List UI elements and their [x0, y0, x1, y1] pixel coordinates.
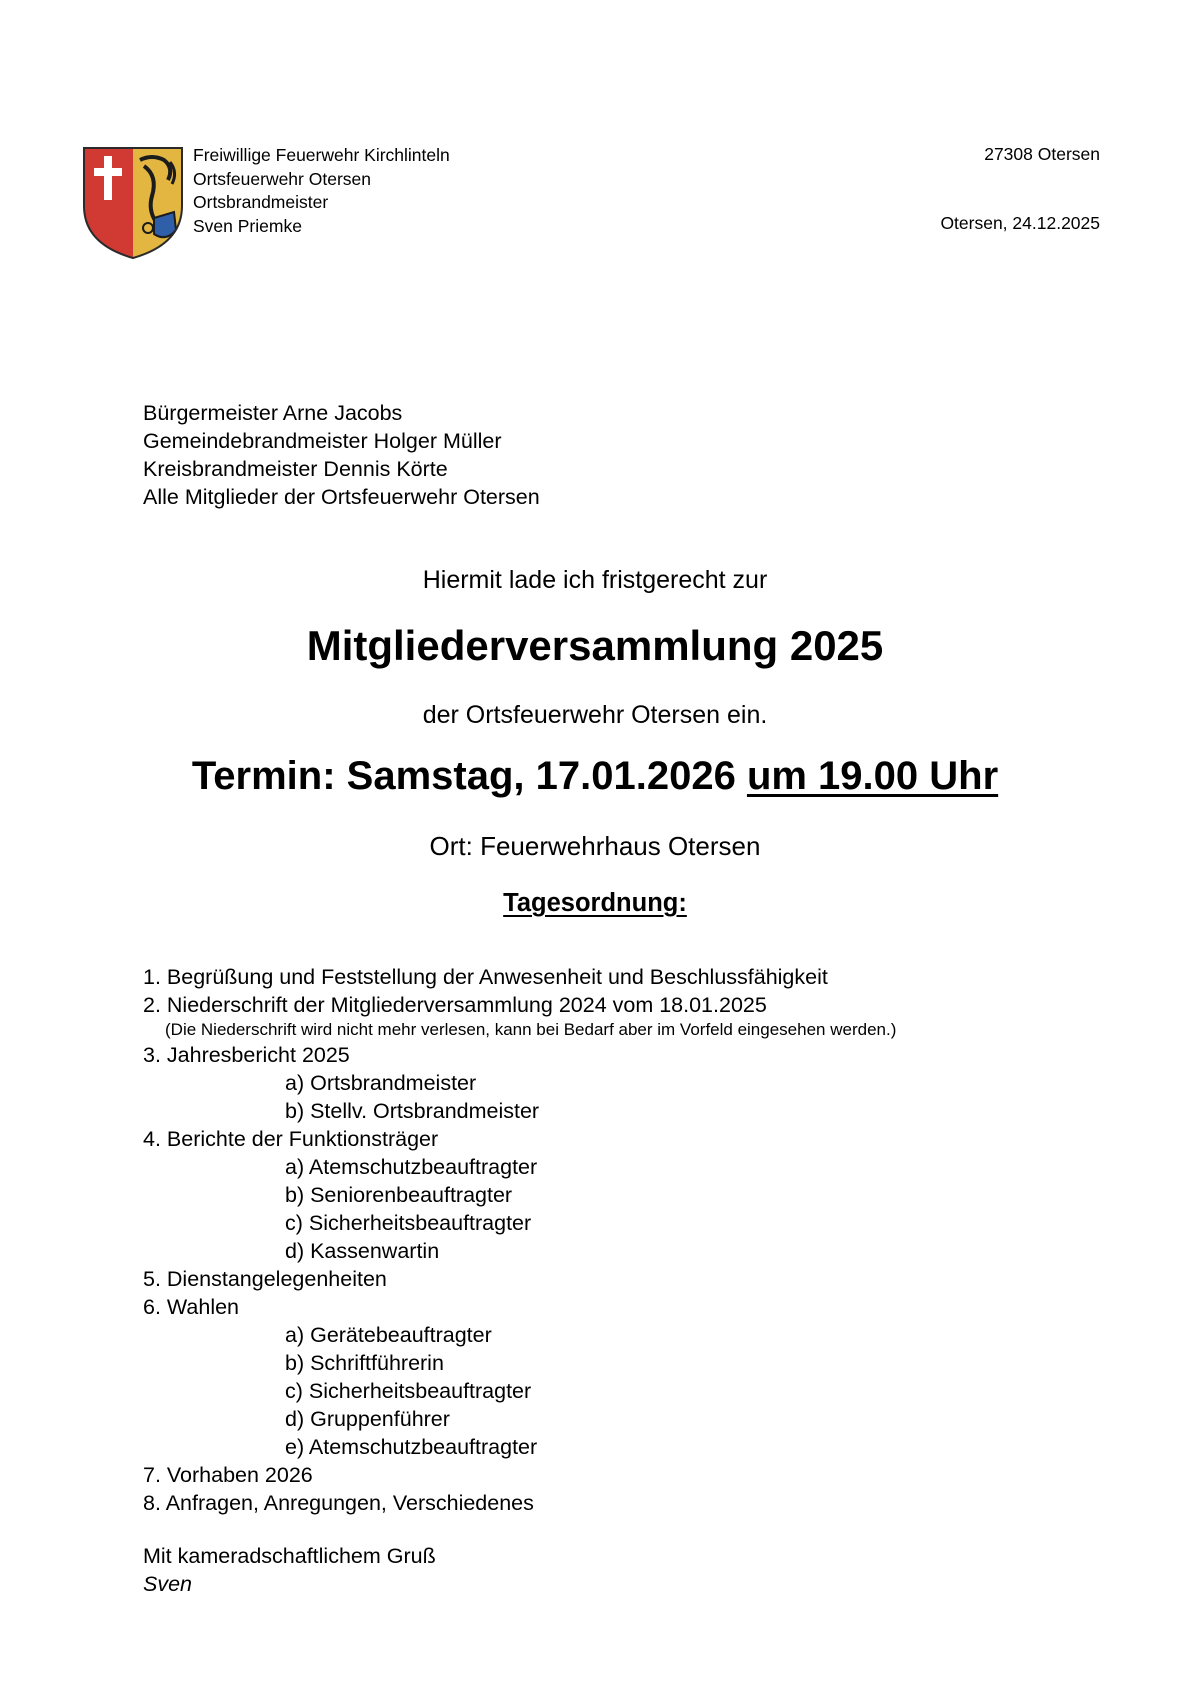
recipient-line: Kreisbrandmeister Dennis Körte: [143, 457, 448, 481]
recipient-line: Alle Mitglieder der Ortsfeuerwehr Otersen: [143, 485, 540, 509]
meeting-date-line: [0, 754, 1190, 799]
agenda-item: 1. Begrüßung und Feststellung der Anwesenheit und Beschlussfähigkeit: [143, 965, 828, 989]
agenda-item: 2. Niederschrift der Mitgliederversammlung 2024 vom 18.01.2025: [143, 993, 767, 1017]
sender-block: [193, 144, 450, 238]
agenda-subitem: c) Sicherheitsbeauftragter: [285, 1211, 532, 1235]
agenda-subitem: d) Kassenwartin: [285, 1239, 440, 1263]
agenda-subitem: a) Ortsbrandmeister: [285, 1071, 477, 1095]
agenda-subitem: c) Sicherheitsbeauftragter: [285, 1379, 532, 1403]
closing-greeting: Mit kameradschaftlichem Gruß: [143, 1544, 436, 1568]
agenda-subitem: e) Atemschutzbeauftragter: [285, 1435, 538, 1459]
meeting-title: Mitgliederversammlung 2025: [306, 622, 884, 669]
agenda-item: 6. Wahlen: [143, 1295, 240, 1319]
agenda-item: 8. Anfragen, Anregungen, Verschiedenes: [143, 1491, 534, 1515]
agenda-item: 5. Dienstangelegenheiten: [143, 1267, 387, 1291]
recipient-list: [143, 399, 540, 511]
coat-of-arms-icon: [82, 146, 184, 260]
recipient-line: Bürgermeister Arne Jacobs: [143, 401, 403, 425]
agenda-item: 4. Berichte der Funktionsträger: [143, 1127, 439, 1151]
letter-date: Otersen, 24.12.2025: [940, 213, 1100, 233]
recipient-line: Gemeindebrandmeister Holger Müller: [143, 429, 502, 453]
agenda-item: 7. Vorhaben 2026: [143, 1463, 313, 1487]
sender-place: 27308 Otersen: [984, 144, 1100, 164]
sender-unit: Ortsfeuerwehr Otersen: [193, 168, 371, 189]
invitation-subintro: der Ortsfeuerwehr Otersen ein.: [422, 701, 768, 729]
meeting-location: Ort: Feuerwehrhaus Otersen: [429, 831, 761, 861]
sender-role: Ortsbrandmeister: [193, 192, 329, 212]
agenda-item: 3. Jahresbericht 2025: [143, 1043, 350, 1067]
agenda-subitem: b) Stellv. Ortsbrandmeister: [285, 1099, 540, 1123]
agenda-subitem: b) Schriftführerin: [285, 1351, 444, 1375]
sender-name: Sven Priemke: [193, 215, 302, 236]
agenda-subitem: a) Atemschutzbeauftragter: [285, 1155, 538, 1179]
agenda-heading: Tagesordnung:: [503, 889, 687, 917]
agenda-note: (Die Niederschrift wird nicht mehr verlesen, kann bei Bedarf aber im Vorfeld eingesehen werden.): [165, 1020, 897, 1039]
agenda-subitem: a) Gerätebeauftragter: [285, 1323, 492, 1347]
agenda-subitem: d) Gruppenführer: [285, 1407, 450, 1431]
meeting-time: um 19.00 Uhr: [746, 754, 999, 798]
agenda-subitem: b) Seniorenbeauftragter: [285, 1183, 513, 1207]
invitation-intro: Hiermit lade ich fristgerecht zur: [422, 566, 768, 594]
sender-organization: Freiwillige Feuerwehr Kirchlinteln: [193, 145, 450, 165]
meeting-date: Termin: Samstag, 17.01.2026: [191, 754, 747, 798]
agenda-list: [143, 963, 896, 1517]
signature: Sven: [143, 1572, 193, 1596]
